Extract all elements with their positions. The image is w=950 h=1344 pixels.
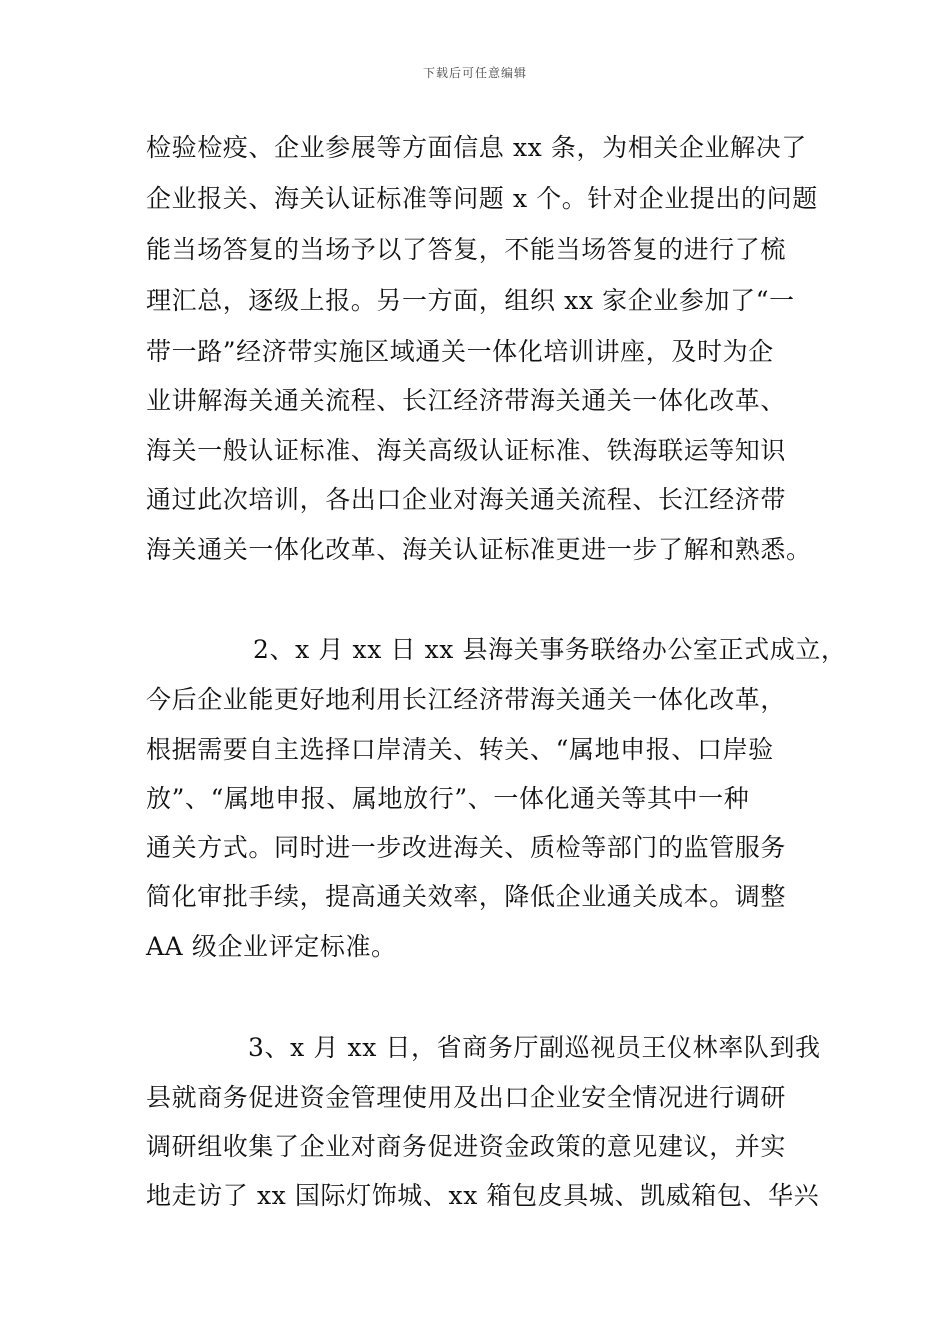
paragraph-3-line-1: 3、x 月 xx 日，省商务厅副巡视员王仪林率队到我: [248, 1033, 821, 1062]
paragraph-1-line-7: 海关一般认证标准、海关高级认证标准、铁海联运等知识: [146, 436, 787, 465]
paragraph-2-line-1: 2、x 月 xx 日 xx 县海关事务联络办公室正式成立，: [253, 635, 847, 664]
paragraph-1-line-3: 能当场答复的当场予以了答复，不能当场答复的进行了梳: [146, 235, 787, 264]
paragraph-3-line-4: 地走访了 xx 国际灯饰城、xx 箱包皮具城、凯威箱包、华兴: [146, 1181, 820, 1210]
paragraph-1-line-9: 海关通关一体化改革、海关认证标准更进一步了解和熟悉。: [146, 535, 812, 564]
paragraph-2-line-5: 通关方式。同时进一步改进海关、质检等部门的监管服务: [146, 833, 787, 862]
paragraph-2-line-7: AA 级企业评定标准。: [146, 932, 397, 961]
paragraph-1-line-6: 业讲解海关通关流程、长江经济带海关通关一体化改革、: [146, 386, 787, 415]
paragraph-1-line-2: 企业报关、海关认证标准等问题 x 个。针对企业提出的问题: [146, 184, 818, 213]
paragraph-3-line-3: 调研组收集了企业对商务促进资金政策的意见建议，并实: [146, 1132, 787, 1161]
page-header: 下载后可任意编辑: [422, 66, 527, 80]
paragraph-2-line-4: 放”、“属地申报、属地放行”、一体化通关等其中一种: [146, 784, 750, 813]
paragraph-2-line-2: 今后企业能更好地利用长江经济带海关通关一体化改革，: [146, 685, 787, 714]
paragraph-3-line-2: 县就商务促进资金管理使用及出口企业安全情况进行调研: [146, 1083, 787, 1112]
paragraph-2-line-6: 简化审批手续，提高通关效率，降低企业通关成本。调整: [146, 882, 787, 911]
paragraph-2-line-3: 根据需要自主选择口岸清关、转关、“属地申报、口岸验: [146, 735, 774, 764]
paragraph-1-line-1: 检验检疫、企业参展等方面信息 xx 条，为相关企业解决了: [146, 133, 807, 162]
paragraph-1-line-4: 理汇总，逐级上报。另一方面，组织 xx 家企业参加了“一: [146, 286, 795, 315]
paragraph-1-line-5: 带一路”经济带实施区域通关一体化培训讲座，及时为企: [146, 337, 774, 366]
paragraph-1-line-8: 通过此次培训，各出口企业对海关通关流程、长江经济带: [146, 485, 787, 514]
